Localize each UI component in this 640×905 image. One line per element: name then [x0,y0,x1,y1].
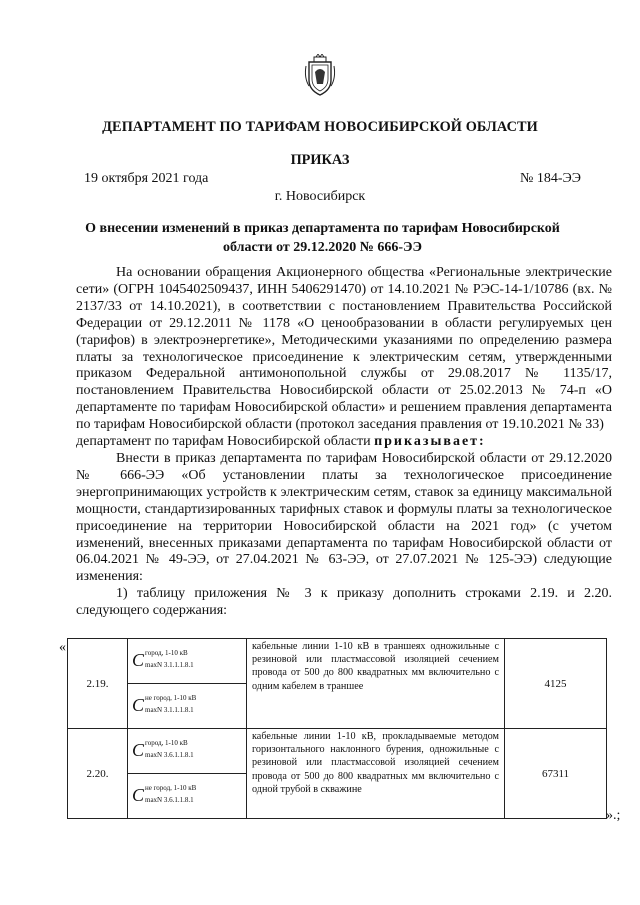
rate-symbol-noncity: C не город, 1-10 кВ maxN 3.1.1.1.8.1 [128,684,247,729]
table-row [68,729,607,774]
order-subject: О внесении изменений в приказ департамента по тарифам Новосибирской области от 29.12.2020 № 666-ЭЭ [85,221,560,255]
orders-line [76,434,612,451]
quote-open-mark: « [59,640,66,655]
row-description: кабельные линии 1-10 кВ, прокладываемые методом горизонтального наклонного бурения, одножильные с резиновой или пластмассовой изоляцией сечением провода от 500 до 800 квадратных мм включительно с одной трубой в скважине [247,729,505,819]
rate-symbol-city: C город, 1-10 кВ maxN 3.1.1.1.8.1 [128,639,247,684]
order-date: 19 октября 2021 года [84,171,209,186]
table-intro-paragraph: 1) таблицу приложения № 3 к приказу дополнить строками 2.19. и 2.20. следующего содержания: [76,586,612,619]
row-value: 67311 [505,729,607,819]
changes-paragraph: Внести в приказ департамента по тарифам Новосибирской области от 29.12.2020 № 666-ЭЭ «Об установлении платы за технологическое присоединение энергопринимающих устройств к электрическим сетям, ставок за единицу максимальной мощности, стандартизированных тарифных ставок и формулы платы за технологическое присоединение на территории Новосибирской области на 2021 год» (с учетом изменений, внесенных приказами департамента по тарифам Новосибирской области от 06.04.2021 № 49-ЭЭ, от 27.04.2021 № 63-ЭЭ, от 27.07.2021 № 125-ЭЭ) следующие изменения: [76,450,612,585]
order-number: № 184-ЭЭ [519,171,581,186]
order-title: ПРИКАЗ [290,152,350,168]
row-number: 2.19. [68,639,128,729]
table-row [68,639,607,684]
rate-symbol-city: C город, 1-10 кВ maxN 3.6.1.1.8.1 [128,729,247,774]
tariff-table [67,638,607,819]
orders-prefix: департамент по тарифам Новосибирской области [76,434,371,450]
city: г. Новосибирск [274,189,366,204]
basis-paragraph: На основании обращения Акционерного общества «Региональные электрические сети» (ОГРН 1045402509437, ИНН 5406291470) от 14.10.2021 № РЭС-14-1/10786 (вх. № 2137/33 от 14.10.2021), в соответствии с постановлением Правительства Российской Федерации от 29.12.2011 № 1178 «О ценообразовании в области регулируемых цен (тарифов) в электроэнергетике», Методическими указаниями по определению размера платы за технологическое присоединение к электрическим сетям, утвержденными приказом Федеральной антимонопольной службы от 29.08.2017 № 1135/17, постановлением Правительства Новосибирской области от 25.02.2013 № 74-п «О департаменте по тарифам Новосибирской области» и решением правления департамента по тарифам Новосибирской области (протокол заседания правления от 19.10.2021 № 33) [76,265,612,433]
rate-symbol-noncity: C не город, 1-10 кВ maxN 3.6.1.1.8.1 [128,774,247,819]
orders-word: приказывает: [374,434,486,450]
coat-of-arms-emblem [303,54,337,98]
row-description: кабельные линии 1-10 кВ в траншеях одножильные с резиновой или пластмассовой изоляцией сечением провода от 500 до 800 квадратных мм включительно с одним кабелем в траншее [247,639,505,729]
department-title: ДЕПАРТАМЕНТ ПО ТАРИФАМ НОВОСИБИРСКОЙ ОБЛАСТИ [102,119,538,135]
quote-close-mark: ».; [606,808,621,823]
row-number: 2.20. [68,729,128,819]
order-body [76,265,612,620]
row-value: 4125 [505,639,607,729]
